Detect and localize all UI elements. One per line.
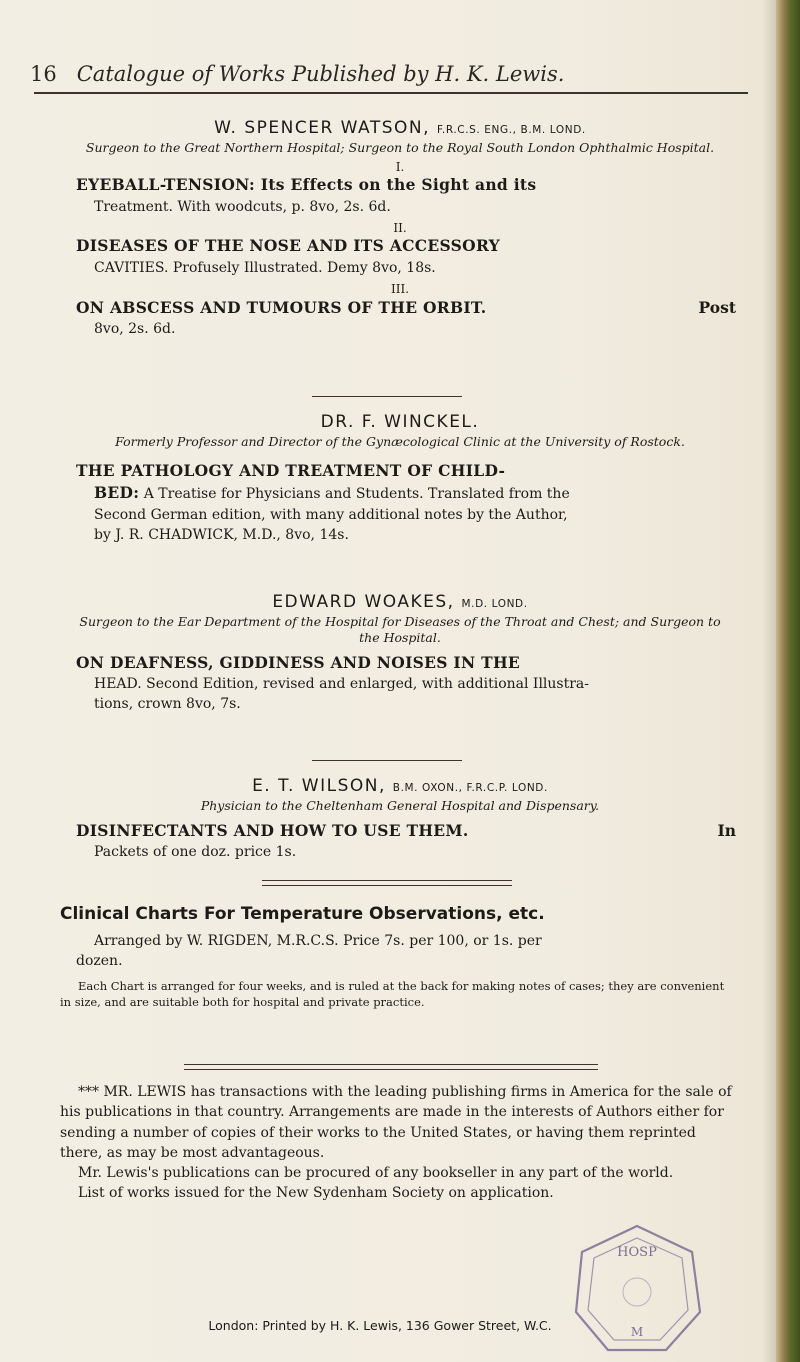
work-title-tail: In: [717, 820, 736, 840]
work-description: Second German edition, with many additional notes by the Author,: [94, 506, 568, 523]
section-divider: [262, 880, 512, 881]
section-woakes: [0, 592, 800, 715]
notice-paragraph: Mr. Lewis's publications can be procured of any bookseller in any part of the world.: [78, 1165, 674, 1182]
work-entry: [76, 460, 736, 546]
header-rule: [34, 92, 748, 94]
work-entry: [76, 174, 736, 217]
notice-paragraph: *** MR. LEWIS has transactions with the leading publishing firms in America for the sale of his publications in that country. Arrangements are made in the interests of Authors either for sending a number of copies of their works to the United States, or having them reprinted there, as may be most advantageous.: [60, 1084, 732, 1161]
running-head: [30, 62, 750, 86]
page-number: 16: [30, 62, 57, 86]
work-title-tail: Post: [698, 297, 736, 317]
author-degrees: B.M. OXON., F.R.C.P. LOND.: [392, 782, 548, 794]
section-wilson: [0, 776, 800, 863]
work-description: tions, crown 8vo, 7s.: [94, 696, 241, 713]
work-description: by J. R. CHADWICK, M.D., 8vo, 14s.: [94, 527, 349, 544]
section-divider: [184, 1064, 598, 1065]
work-title: ON ABSCESS AND TUMOURS OF THE ORBIT.: [76, 297, 487, 317]
author-affiliation: Surgeon to the Ear Department of the Hospital for Diseases of the Throat and Chest; and Surgeon to the Hospital.: [79, 614, 721, 645]
charts-note: Each Chart is arranged for four weeks, and is ruled at the back for making notes of cases; they are convenient in size, and are suitable both for hospital and private practice.: [60, 979, 725, 1009]
work-numeral: I.: [395, 159, 405, 174]
author-heading: [0, 776, 800, 797]
work-description: A Treatise for Physicians and Students. Translated from the: [143, 486, 570, 503]
author-heading: [0, 118, 800, 139]
notice-paragraph: List of works issued for the New Sydenham Society on application.: [78, 1185, 554, 1202]
section-watson: [0, 118, 800, 339]
author-affiliation: Formerly Professor and Director of the Gynæcological Clinic at the University of Rostock.: [115, 434, 685, 450]
charts-line: Arranged by W. RIGDEN, M.R.C.S. Price 7s. per 100, or 1s. per: [94, 932, 542, 949]
work-description: 8vo, 2s. 6d.: [94, 321, 176, 338]
work-numeral: II.: [393, 221, 407, 236]
work-title: THE PATHOLOGY AND TREATMENT OF CHILD-: [76, 460, 506, 480]
section-clinical-charts: [0, 902, 800, 1010]
running-head-title: Catalogue of Works Published by H. K. Lewis.: [76, 62, 565, 86]
section-notice: [0, 1082, 800, 1204]
author-affiliation: Surgeon to the Great Northern Hospital; Surgeon to the Royal South London Ophthalmic Hospital.: [85, 140, 715, 156]
library-stamp: [570, 1222, 704, 1356]
author-name: DR. F. WINCKEL.: [320, 412, 480, 432]
author-name: EDWARD WOAKES,: [272, 592, 455, 612]
work-title: ON DEAFNESS, GIDDINESS AND NOISES IN THE: [76, 652, 521, 672]
work-description: Treatment. With woodcuts, p. 8vo, 2s. 6d.: [94, 198, 391, 215]
work-title: EYEBALL-TENSION: Its Effects on the Sight and its: [76, 175, 537, 195]
charts-line: dozen.: [76, 952, 123, 969]
work-title: DISEASES OF THE NOSE AND ITS ACCESSORY: [76, 236, 501, 256]
work-title: DISINFECTANTS AND HOW TO USE THEM.: [76, 820, 469, 840]
work-entry: [76, 235, 736, 278]
author-name: W. SPENCER WATSON,: [214, 118, 431, 138]
section-divider: [312, 760, 462, 761]
author-name: E. T. WILSON,: [252, 776, 386, 796]
charts-description: [76, 931, 736, 972]
printer-imprint: London: Printed by H. K. Lewis, 136 Gower Street, W.C.: [208, 1318, 552, 1333]
work-numeral: III.: [390, 282, 410, 297]
section-divider: [312, 396, 462, 397]
author-degrees: F.R.C.S. ENG., B.M. LOND.: [436, 124, 586, 136]
section-divider: [184, 1069, 598, 1070]
work-description: HEAD. Second Edition, revised and enlarged, with additional Illustra-: [94, 675, 590, 692]
work-entry: [76, 820, 736, 863]
stamp-text-top: HOSP: [617, 1245, 657, 1260]
section-divider: [262, 885, 512, 886]
section-winckel: [0, 412, 800, 545]
work-title-cont: BED:: [94, 483, 140, 503]
work-entry: [76, 652, 736, 715]
stamp-text-bottom: M: [630, 1325, 644, 1339]
author-heading: [0, 592, 800, 613]
work-description: Packets of one doz. price 1s.: [94, 844, 297, 861]
charts-title: Clinical Charts For Temperature Observations, etc.: [60, 904, 545, 924]
work-entry: [76, 297, 736, 340]
author-degrees: M.D. LOND.: [461, 598, 528, 610]
author-affiliation: Physician to the Cheltenham General Hospital and Dispensary.: [200, 798, 600, 814]
work-description: CAVITIES. Profusely Illustrated. Demy 8vo, 18s.: [94, 259, 436, 276]
